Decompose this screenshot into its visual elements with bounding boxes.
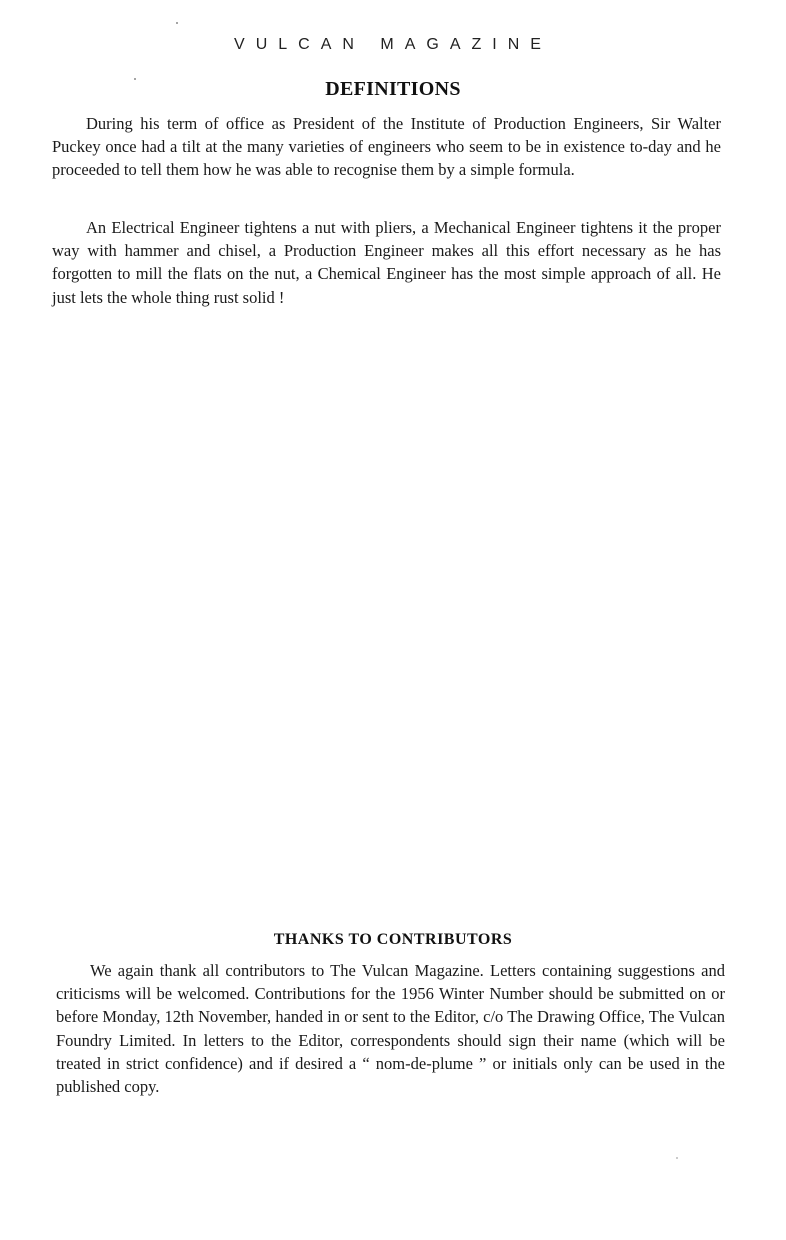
definitions-paragraph-2: An Electrical Engineer tightens a nut with pliers, a Mechanical Engineer tightens it the proper way with hammer and chisel, a Production Engineer makes all this effort necessary as he has forgotten to mill the flats on the nut, a Chemical Engineer has the most simple approach of all. He just lets the whole thing rust solid ! [52, 218, 721, 307]
thanks-paragraph: We again thank all contributors to The Vulcan Magazine. Letters containing suggestions and criticisms will be welcomed. Contributions for the 1956 Winter Number should be submitted on or before Monday, 12th November, handed in or sent to the Editor, c/o The Drawing Office, The Vulcan Foundry Limited. In letters to the Editor, correspondents should sign their name (which will be treated in strict confidence) and if desired a “ nom-de-plume ” or initials only can be used in the published copy. [56, 961, 725, 1097]
definitions-title: DEFINITIONS [325, 78, 461, 100]
masthead: VULCAN MAGAZINE [234, 36, 552, 53]
print-speck [676, 1157, 678, 1159]
thanks-title: THANKS TO CONTRIBUTORS [273, 931, 513, 948]
print-speck [176, 22, 178, 24]
definitions-paragraph-1: During his term of office as President of the Institute of Production Engineers, Sir Walter Puckey once had a tilt at the many varieties of engineers who seem to be in existence to-day and he proceeded to tell them how he was able to recognise them by a simple formula. [52, 114, 721, 180]
